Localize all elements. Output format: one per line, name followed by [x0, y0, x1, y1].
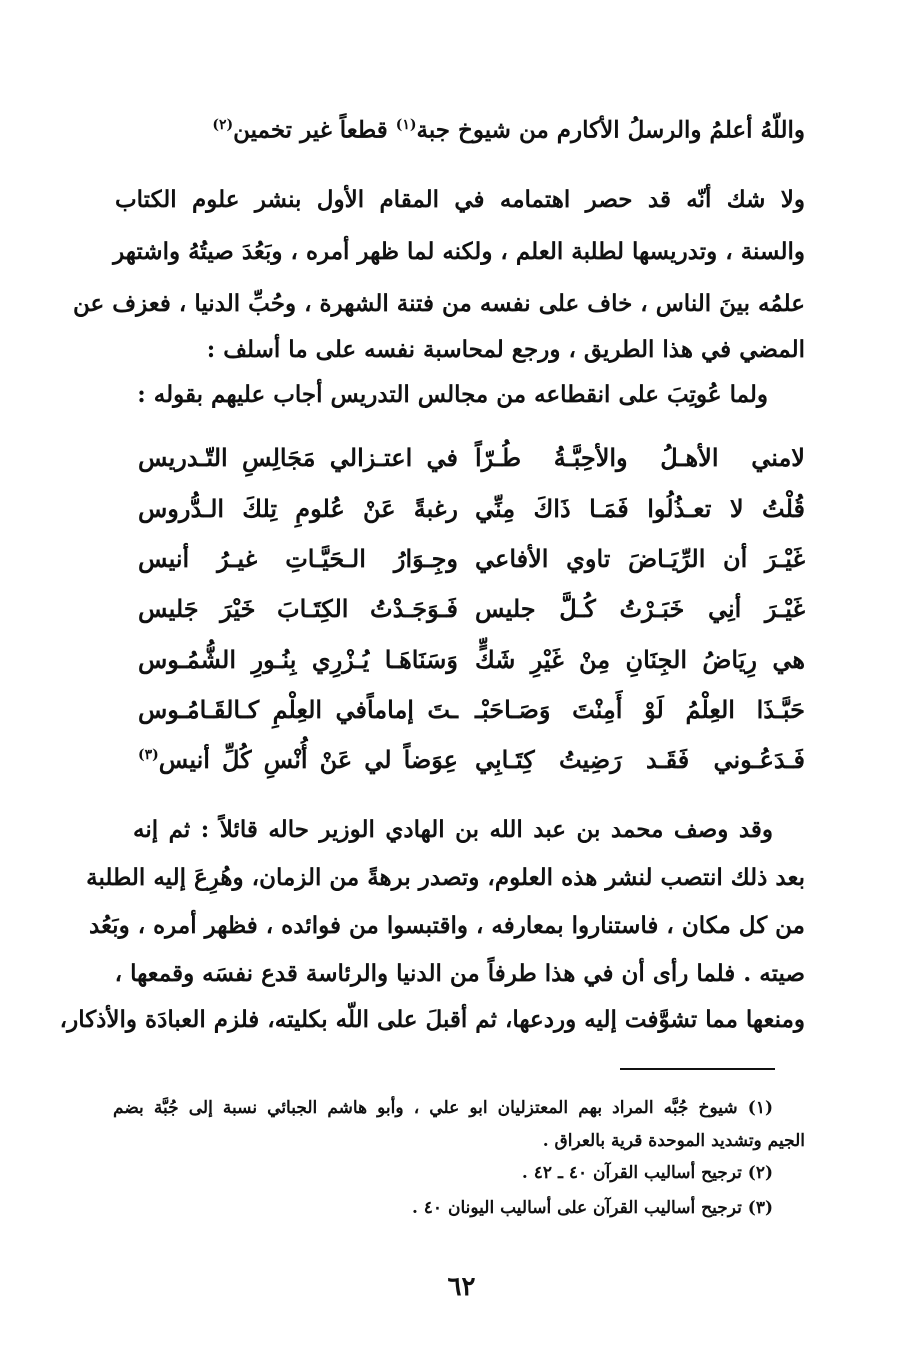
- page-number: ٦٢: [447, 1272, 476, 1302]
- paragraph1-line: ولما عُوتِبَ على انقطاعه من مجالس التدريس أجاب عليهم بقوله :: [137, 381, 768, 408]
- verse-second-hemistich: وجِـوَارُ الـحَيَّـاتِ غيـرُ أنيس: [138, 544, 458, 573]
- intro-text: واللّهُ أعلمُ والرسلُ الأكارم من شيوخ جبة: [416, 116, 805, 144]
- paragraph2-line: وقد وصف محمد بن عبد الله بن الهادي الوزير حاله قائلاً : ثم إنه: [133, 816, 773, 843]
- verse-text: عِوَضاً لي عَنْ أُنْسِ كُلِّ أنيس: [158, 745, 458, 774]
- paragraph1-line: علمُه بينَ الناس ، خاف على نفسه من فتنة الشهرة ، وحُبِّ الدنيا ، فعزف عن: [73, 290, 805, 317]
- paragraph1-line: المضي في هذا الطريق ، ورجع لمحاسبة نفسه على ما أسلف :: [206, 336, 805, 363]
- verse-second-hemistich: ـتَ إماماًفي العِلْمِ كـالقَـامُـوس: [138, 695, 458, 724]
- paragraph2-line: صيته . فلما رأى أن في هذا طرفاً من الدنيا والرئاسة قدع نفسَه وقمعها ،: [114, 960, 805, 987]
- verse-second-hemistich: وَسَنَاهَـا يُـزْرِي بِنُـورِ الشُّمُـوس: [138, 645, 458, 674]
- paragraph2-line: بعد ذلك انتصب لنشر هذه العلوم، وتصدر برهةً من الزمان، وهُرِعَ إليه الطلبة: [86, 864, 805, 891]
- intro-tail: قطعاً غير تخمين: [233, 116, 396, 144]
- paragraph2-line: ومنعها مما تشوَّفت إليه وردعها، ثم أقبلَ على اللّه بكليته، فلزم العبادَة والأذكار،: [59, 1006, 805, 1033]
- verse-second-hemistich: فَـوَجَـدْتُ الكِتَـابَ خَيْرَ جَليس: [138, 594, 458, 623]
- footnote-2: (٢) ترجيح أساليب القرآن ٤٠ ـ ٤٢ .: [521, 1163, 773, 1183]
- verse-first-hemistich: غَيْـرَ أنِي خَبَـرْتُ كُـلَّ جليس: [475, 594, 805, 623]
- verse-first-hemistich: حَبَّـذَا العِلْمُ لَوْ أَمِنْتَ وَصَـاحَبْـ: [475, 695, 805, 724]
- intro-line: [115, 118, 805, 142]
- footnote-separator: [620, 1068, 775, 1070]
- footnote-1-continued: الجيم وتشديد الموحدة قرية بالعراق .: [542, 1131, 805, 1151]
- verse-first-hemistich: فَـدَعُـوني فَقَـد رَضِيتُ كِتَـابِي: [475, 745, 805, 774]
- verse-first-hemistich: غَيْـرَ أن الرِّيَـاضَ تاوي الأفاعي: [475, 544, 805, 573]
- footnote-3: (٣) ترجيح أساليب القرآن على أساليب اليونان ٤٠ .: [411, 1198, 773, 1218]
- paragraph2-line: من كل مكان ، فاستناروا بمعارفه ، واقتبسوا من فوائده ، فظهر أمره ، وبَعُد: [89, 912, 805, 939]
- footnote-ref-1: (١): [395, 117, 417, 133]
- footnote-1: (١) شيوخ جُبَّه المراد بهم المعتزليان ابو علي ، وأبو هاشم الجبائي نسبة إلى جُبَّة بضم: [113, 1098, 773, 1118]
- verse-first-hemistich: لامني الأهـلُ والأحِبَّـةُ طُـرّاً: [475, 443, 805, 472]
- verse-second-hemistich: رغبةً عَنْ عُلومِ تِلكَ الـدُّروس: [138, 494, 458, 523]
- footnote-ref-2: (٢): [212, 117, 234, 133]
- verse-first-hemistich: قُلْتُ لا تعـذُلُوا فَمَـا ذَاكَ مِنِّي: [475, 494, 805, 523]
- verse-first-hemistich: هي رِيَاضُ الجِنَانِ مِنْ غَيْرِ شَكٍّ: [475, 645, 805, 674]
- verse-second-hemistich: [138, 745, 458, 774]
- paragraph1-line: ولا شك أنّه قد حصر اهتمامه في المقام الأول بنشر علوم الكتاب: [115, 186, 805, 213]
- paragraph1-line: والسنة ، وتدريسها لطلبة العلم ، ولكنه لما ظهر أمره ، وبَعُدَ صيتُهُ واشتهر: [113, 238, 805, 265]
- verse-second-hemistich: في اعتـزالي مَجَالِسِ التّـدريس: [138, 443, 458, 472]
- footnote-ref-3: (٣): [138, 747, 159, 763]
